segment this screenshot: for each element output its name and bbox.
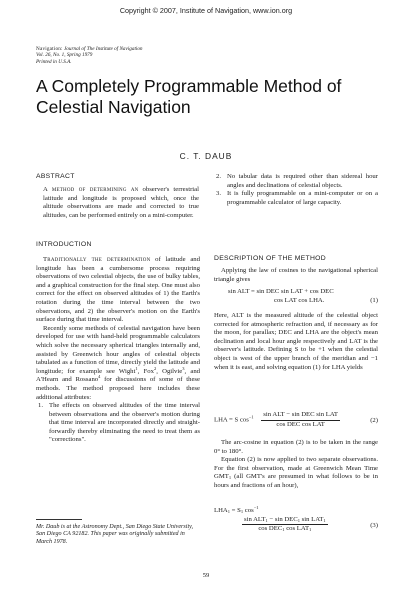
description-heading: DESCRIPTION OF THE METHOD [214, 255, 326, 262]
intro-paragraph-2: Recently some methods of celestial navigation have been developed for use with hand-held programmable calculators which solve the necessary spherical triangles internally and, assisted by Greenwich hour angles of celestial objects tabulated as a function of time, directly yield the latitude and longitude; for example see Wight$^1$, Fox$^2$, Ogilvie$^3$, and A'Hearn and Rossano$^4$ for discussions of some of these methods. The method proposed here includes these additional attributes: [36, 324, 201, 401]
page-number: 59 [202, 572, 210, 579]
intro-paragraph-1: Traditionally the determination of latitude and longitude has been a cumbersome process requiring observations of two celestial objects, the use of bulky tables, and a graphical construction for the final step. One must also correct for the effect on observed altitudes of 1) the Earth's rotation during the time interval between the two observations, and 2) the observer's motion on the Earth's surface during that time interval. [36, 256, 200, 324]
journal-printed: Printed in U.S.A. [36, 58, 72, 65]
equation-3: $LHA_1 = S_1$ $\cos^{-1}$ $\frac{\sin ALT_1 - \sin DEC_1 \sin LAT_1}{\cos DEC_1 \cos LAT_1}$ (3) [214, 505, 378, 533]
introduction-heading: INTRODUCTION [36, 241, 92, 248]
attribute-item-1: 1. The effects on observed altitudes of the time interval between observations and the observer's motion during that time interval are incorporated directly and straight-forwardly thereby eliminating the need to treat them as "corrections". [38, 402, 200, 444]
description-paragraph-3: The arc-cosine in equation (2) is to be taken in the range 0° to 180°. Equation (2) is now applied to two separate observations. For the first observation, made at Greenwich Mean Time $GMT_1$ (all GMT's are presumed in what follows to be in hours and fractions of an hour), [214, 439, 378, 489]
equation-2: LHA = S $\cos^{-1}$ $\frac{\text{sin ALT − sin DEC sin LAT}}{\text{cos DEC cos LAT}}$ (2) [214, 411, 378, 428]
abstract-heading: ABSTRACT [36, 173, 75, 180]
attributes-list-continued [214, 173, 378, 207]
right-column-top [214, 173, 378, 207]
attributes-list [36, 402, 200, 445]
footnote-rule [36, 519, 82, 520]
journal-name: Navigation: Journal of The Institute of Navigation [36, 46, 143, 52]
abstract-text: A method of determining an observer's terrestrial latitude and longitude is proposed which, once the altitude observations are made and corrected to true altitudes, can be performed entirely on a mini-computer. [43, 186, 199, 219]
description-paragraph-1: Applying the law of cosines to the navigational spherical triangle gives [214, 267, 378, 283]
copyright-notice: Copyright © 2007, Institute of Navigation, www.ion.org [119, 6, 293, 15]
introduction-body [36, 256, 200, 445]
attribute-item-3: 3. It is fully programmable on a mini-computer or on a programmable calculator of large capacity. [216, 190, 378, 206]
paper-title: A Completely Programmable Method of Celestial Navigation [36, 76, 342, 117]
description-paragraph-4: Equation (2) is now applied to two separate observations. For the first observation, made at Greenwich Mean Time $GMT_1$ (all GMT's are presumed in what follows to be in hours and fractions of an hour), [214, 456, 378, 489]
paper-author: C. T. DAUB [179, 151, 233, 161]
equation-1: sin ALT = sin DEC sin LAT + cos DEC cos LAT cos LHA. (1) [228, 288, 378, 304]
description-paragraph-2: Here, ALT is the measured altitude of the celestial object corrected for atmospheric refraction and, if necessary as for the moon, for parallax; DEC and LHA are the object's mean declination and local hour angle respectively and LAT is the observer's latitude. Defining S to be +1 when the celestial object is west of the upper branch of the meridian and −1 when it is east, and solving equation (1) for LHA yields [214, 312, 378, 371]
author-footnote: Mr. Daub is at the Astronomy Dept., San Diego State University, San Diego CA 92182. This paper was originally submitted in March 1978. [36, 524, 194, 545]
journal-info [36, 46, 143, 65]
attribute-item-2: 2. No tabular data is required other than sidereal hour angles and declinations of celestial objects. [216, 173, 378, 189]
journal-volume: Vol. 26, No. 1, Spring 1979 [36, 52, 93, 59]
